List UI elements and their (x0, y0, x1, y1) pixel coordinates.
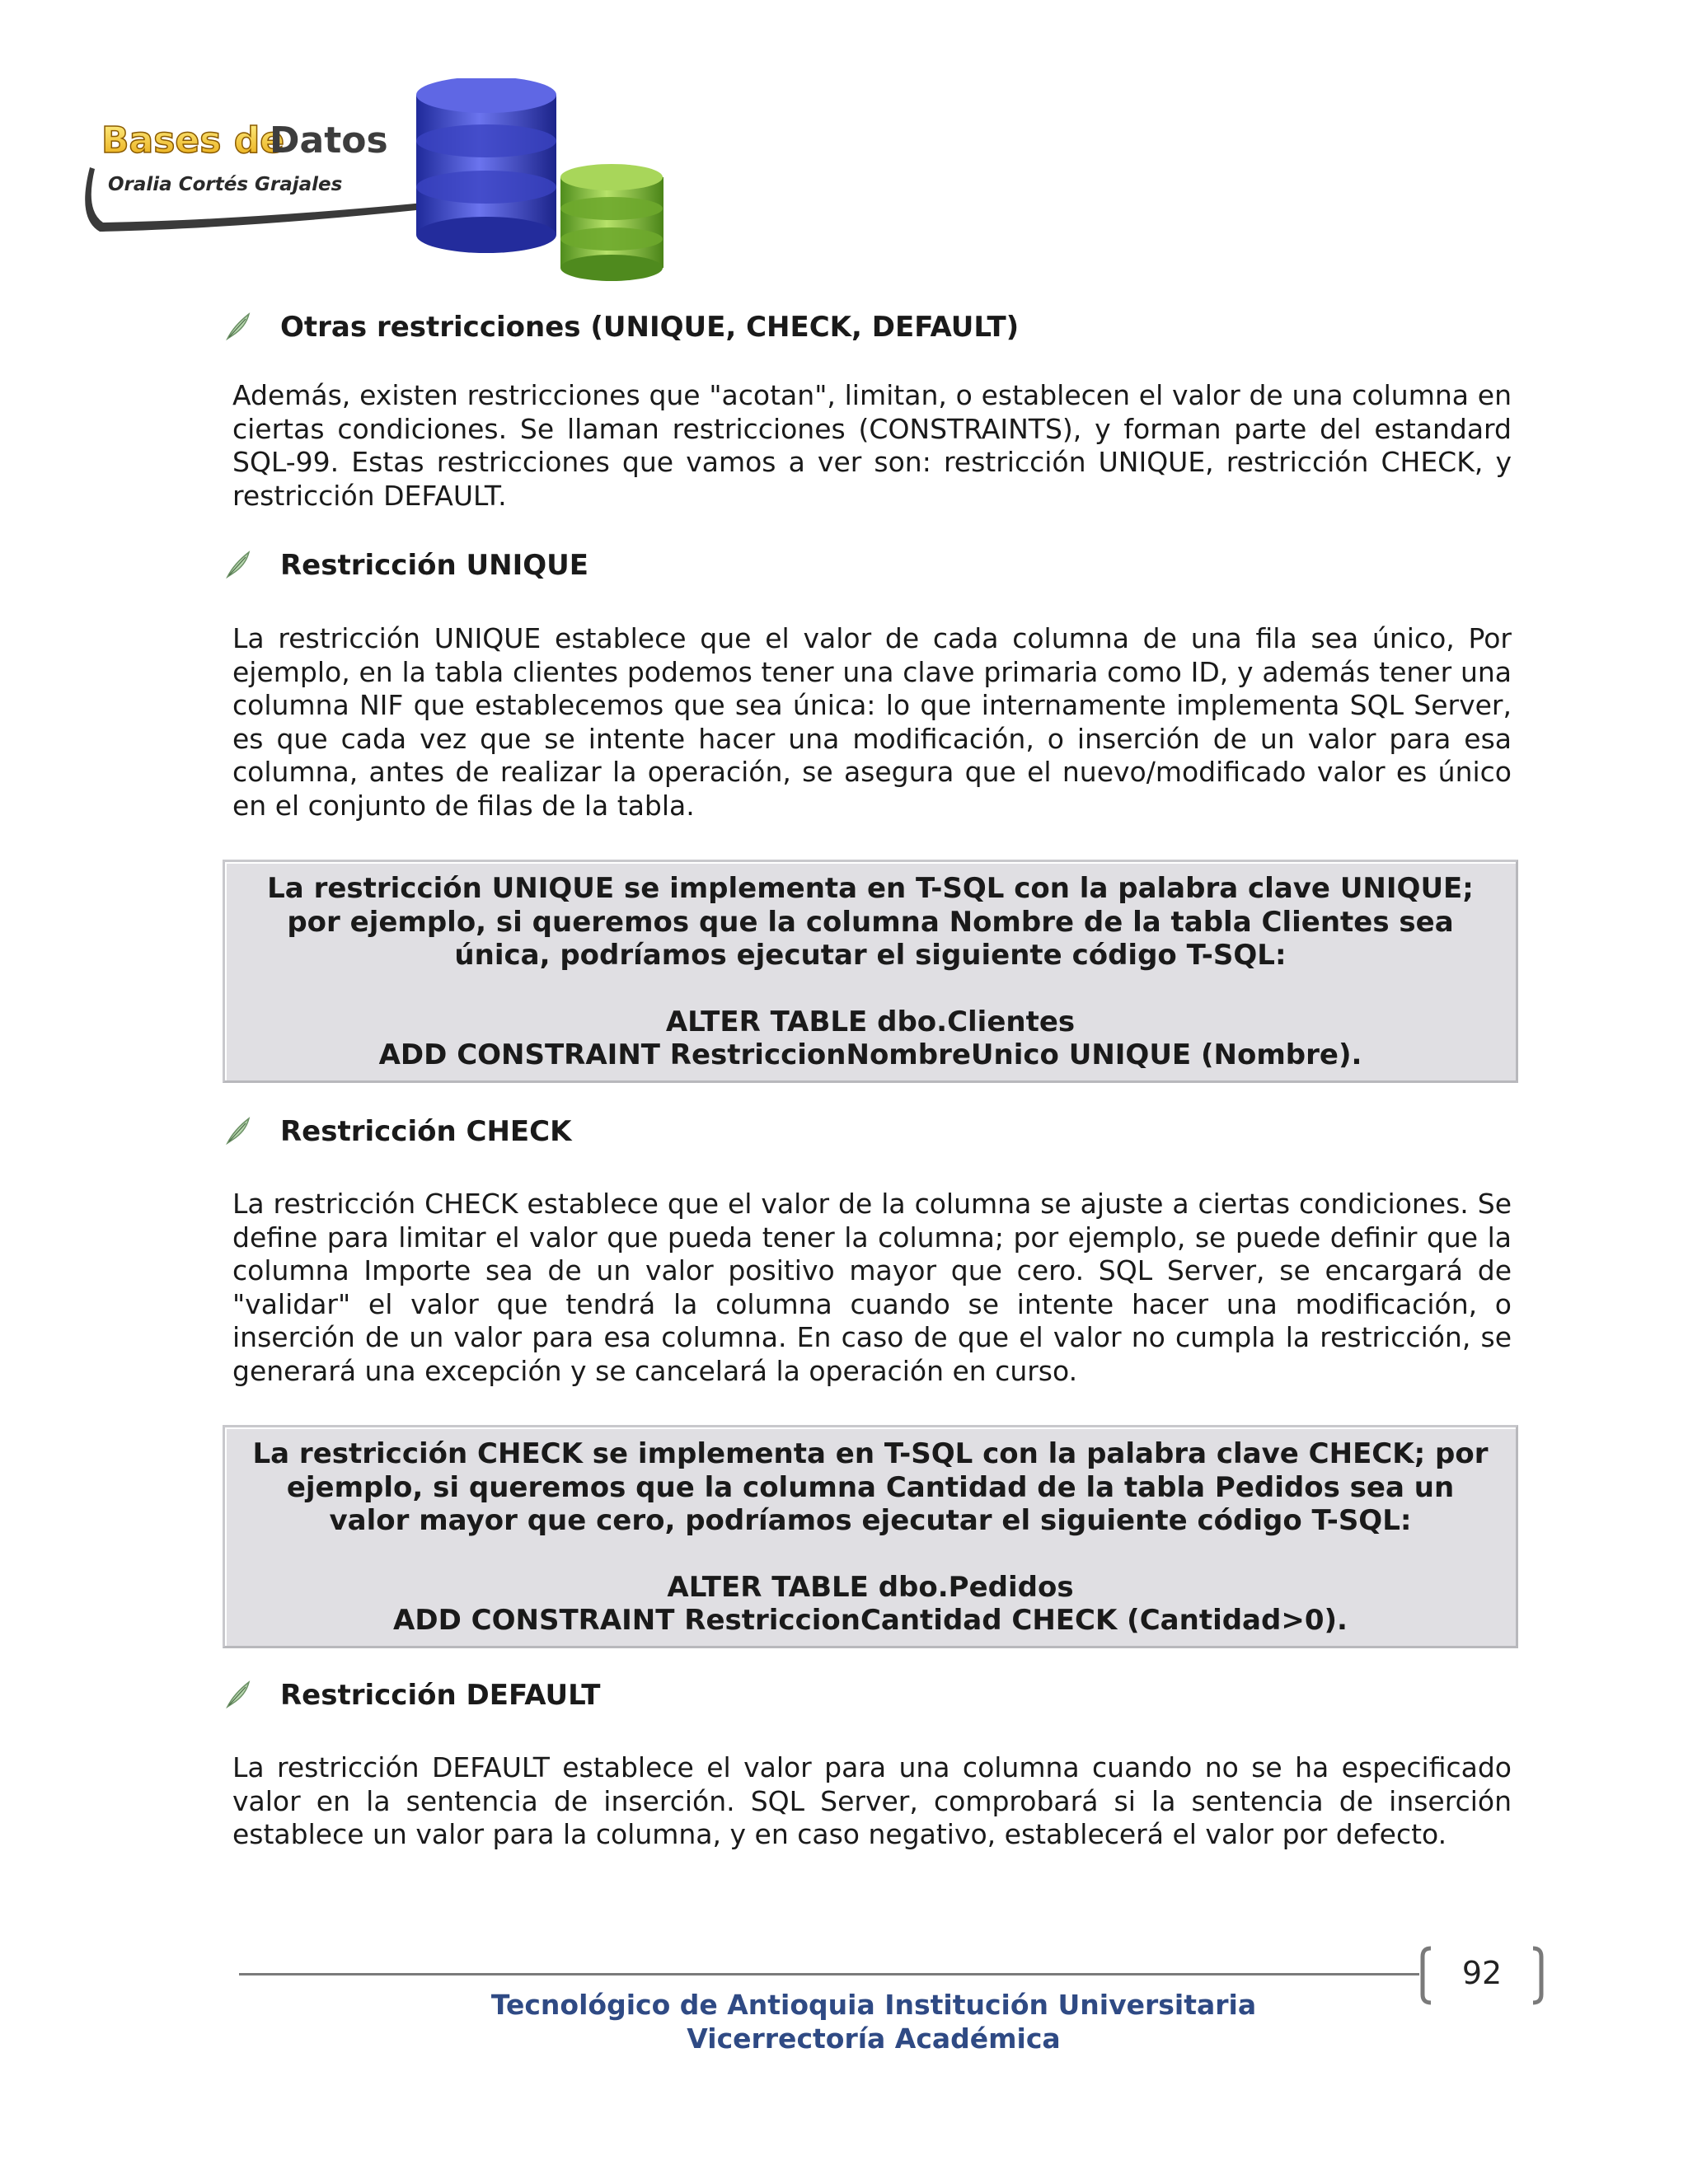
footer-text (247, 1988, 1500, 2055)
database-cylinders-icon (78, 78, 672, 284)
section-heading-text: Restricción DEFAULT (280, 1679, 601, 1712)
code-box (223, 860, 1518, 1083)
feather-quill-icon (224, 1680, 252, 1708)
code-line: ALTER TABLE dbo.Pedidos (667, 1570, 1074, 1604)
paragraph: La restricción CHECK establece que el valor de la columna se ajuste a ciertas condiciones. Se define para limitar el valor que pueda tener la columna; por ejemplo, se puede definir que la columna Importe sea de un valor positivo mayor que cero. SQL Server, se encargará de "validar" el valor que tendrá la columna cuando se intente hacer una modificación, o inserción de un valor para esa columna. En caso de que el valor no cumpla la restricción, se generará una excepción y se cancelará la operación en curso. (232, 1188, 1512, 1387)
logo-title-part2: Datos (270, 120, 388, 162)
section-heading (280, 1115, 571, 1148)
code-box-lead: La restricción CHECK se implementa en T-SQL con la palabra clave CHECK; por ejemplo, si queremos que la columna Cantidad de la tabla Pedidos sea un valor mayor que cero, podríamos ejecutar el siguiente código T-SQL: (252, 1437, 1489, 1537)
logo (78, 78, 672, 284)
logo-author: Oralia Cortés Grajales (108, 174, 343, 195)
code-line: ADD CONSTRAINT RestriccionCantidad CHECK (Cantidad>0). (393, 1604, 1348, 1637)
section-heading (280, 549, 588, 582)
code-box-lead: La restricción UNIQUE se implementa en T-SQL con la palabra clave UNIQUE; por ejemplo, si queremos que la columna Nombre de la tabla Clientes sea única, podríamos ejecutar el siguiente código T-SQL: (267, 872, 1474, 972)
section-heading (280, 311, 1019, 344)
code-line: ALTER TABLE dbo.Clientes (665, 1005, 1076, 1038)
paragraph: Además, existen restricciones que "acotan", limitan, o establecen el valor de una columna en ciertas condiciones. Se llaman restricciones (CONSTRAINTS), y forman parte del estandard SQL-99. Estas restricciones que vamos a ver son: restricción UNIQUE, restricción CHECK, y restricción DEFAULT. (232, 379, 1512, 512)
code-line: ADD CONSTRAINT RestriccionNombreUnico UNIQUE (Nombre). (378, 1038, 1362, 1071)
section-heading (280, 1679, 600, 1712)
section-heading-text: Restricción CHECK (280, 1115, 572, 1148)
paragraph: La restricción UNIQUE establece que el valor de cada columna de una fila sea único, Por ejemplo, en la tabla clientes podemos tener una clave primaria como ID, y además tener una columna NIF que establecemos que sea única: lo que internamente implementa SQL Server, es que cada vez que se intente hacer una modificación, o inserción de un valor para esa columna, antes de realizar la operación, se asegura que el nuevo/modificado valor es único en el conjunto de filas de la tabla. (232, 622, 1512, 822)
paragraph: La restricción DEFAULT establece el valor para una columna cuando no se ha especificado valor en la sentencia de inserción. SQL Server, comprobará si la sentencia de inserción establece un valor para la columna, y en caso negativo, establecerá el valor por defecto. (232, 1751, 1512, 1850)
code-box (223, 1425, 1518, 1648)
section-heading-text: Otras restricciones (UNIQUE, CHECK, DEFAULT) (280, 311, 1020, 344)
section-heading-text: Restricción UNIQUE (280, 549, 588, 582)
footer-line-2: Vicerrectoría Académica (687, 2022, 1061, 2055)
footer-divider (239, 1973, 1419, 1975)
footer-line-1: Tecnológico de Antioquia Institución Universitaria (490, 1989, 1257, 2021)
feather-quill-icon (224, 1117, 252, 1145)
feather-quill-icon (224, 312, 252, 340)
feather-quill-icon (224, 551, 252, 579)
logo-title-part1: Bases de (101, 120, 285, 162)
page-number: 92 (1461, 1955, 1503, 1991)
